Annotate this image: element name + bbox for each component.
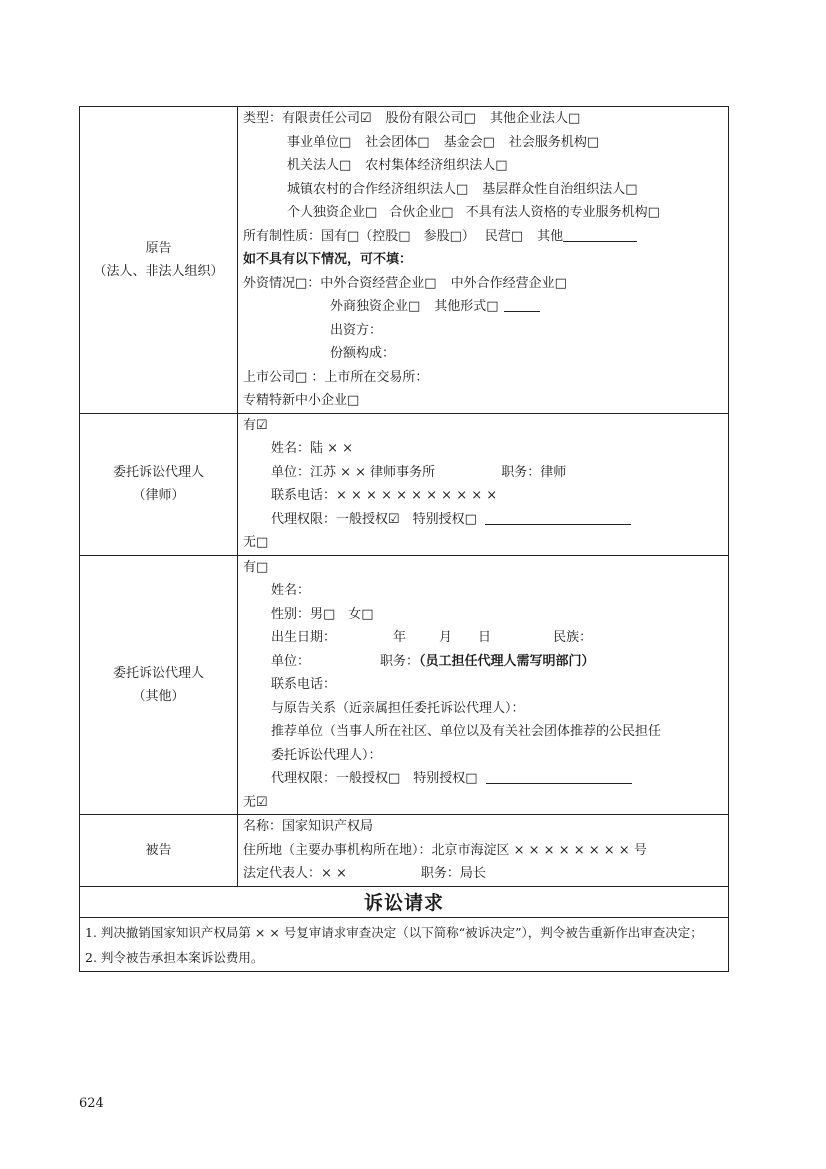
foreign-line-2 — [238, 295, 728, 319]
ownership-state-checkbox[interactable]: 国有□（控股□ 参股□） — [321, 228, 475, 244]
page-number: 624 — [79, 1096, 104, 1111]
agent-other-position-note: （员工担任代理人需写明部门） — [419, 653, 595, 669]
type-rural-collective-checkbox[interactable]: 农村集体经济组织法人□ — [365, 158, 508, 173]
agent-other-sublabel: （其他） — [132, 688, 185, 704]
type-other-corp-checkbox[interactable]: 其他企业法人□ — [489, 111, 581, 126]
agent-other-birth: 出生日期： — [271, 630, 337, 645]
type-public-inst-checkbox[interactable]: 事业单位□ — [287, 134, 352, 150]
foreign-investor: 出资方： — [330, 322, 383, 338]
type-line-1 — [238, 107, 728, 131]
agent-other-unit: 单位： — [271, 653, 311, 669]
agent-other-gender-checkbox[interactable]: 性别：男□ 女□ — [271, 606, 374, 622]
claims-content — [80, 917, 729, 971]
agent-lawyer-position: 职务：律师 — [501, 464, 567, 480]
claims-content-row — [80, 917, 729, 971]
agent-lawyer-has-checkbox[interactable]: 有☑ — [243, 417, 268, 433]
claims-heading: 诉讼请求 — [80, 886, 729, 917]
agent-other-ethnicity: 民族： — [553, 630, 593, 645]
agent-lawyer-authority-field[interactable] — [485, 510, 631, 525]
agent-other-authority-checkbox[interactable]: 代理权限：一般授权□ 特别授权□ — [271, 771, 478, 786]
agent-lawyer-phone: 联系电话：× × × × × × × × × × × — [271, 488, 498, 503]
defendant-content — [238, 815, 729, 887]
defendant-name: 名称：国家知识产权局 — [243, 819, 374, 834]
claim-item-2: 2. 判令被告承担本案诉讼费用。 — [85, 949, 264, 965]
agent-lawyer-sublabel: （律师） — [132, 488, 185, 503]
foreign-other-field[interactable] — [504, 297, 540, 312]
agent-lawyer-label: 委托诉讼代理人 — [112, 465, 204, 480]
defendant-rep: 法定代表人：× × — [243, 866, 347, 881]
defendant-row — [80, 815, 729, 887]
defendant-address: 住所地（主要办事机构所在地）：北京市海淀区 × × × × × × × × 号 — [243, 842, 647, 858]
type-coop-checkbox[interactable]: 城镇农村的合作经济组织法人□ — [287, 181, 469, 197]
agent-other-label-cell — [80, 555, 238, 815]
agent-other-recommend-2: 委托诉讼代理人）： — [271, 747, 382, 763]
agent-other-row — [80, 555, 729, 815]
agent-lawyer-authority-checkbox[interactable]: 代理权限：一般授权☑ 特别授权□ — [271, 511, 477, 527]
agent-other-year: 年 — [393, 630, 407, 645]
type-foundation-checkbox[interactable]: 基金会□ — [443, 134, 495, 150]
ownership-private-checkbox[interactable]: 民营□ — [484, 228, 524, 244]
defendant-position: 职务：局长 — [420, 866, 486, 881]
agent-other-unit-line — [238, 650, 728, 674]
agent-other-birth-line — [238, 626, 728, 650]
agent-lawyer-label-cell — [80, 413, 238, 555]
type-partnership-checkbox[interactable]: 合伙企业□ — [389, 205, 454, 220]
claims-heading-row — [80, 886, 729, 917]
ownership-line — [238, 225, 728, 249]
agent-other-label: 委托诉讼代理人 — [112, 665, 204, 681]
plaintiff-label: 原告 — [145, 240, 172, 256]
plaintiff-sublabel: （法人、非法人组织） — [93, 263, 224, 279]
agent-other-recommend-1: 推荐单位（当事人所在社区、单位以及有关社会团体推荐的公民担任 — [271, 724, 662, 739]
listed-company-checkbox[interactable]: 上市公司□ ：上市所在交易所： — [243, 369, 429, 385]
foreign-other-checkbox[interactable]: 其他形式□ — [434, 299, 499, 314]
type-sole-checkbox[interactable]: 个人独资企业□ — [287, 205, 378, 220]
agent-lawyer-unit-line — [238, 461, 728, 485]
complaint-form-table — [79, 106, 729, 972]
ownership-other-field[interactable] — [563, 227, 637, 242]
agent-lawyer-none-checkbox[interactable]: 无□ — [243, 535, 269, 550]
ownership-prefix: 所有制性质： — [243, 228, 322, 244]
agent-other-day: 日 — [478, 630, 492, 645]
plaintiff-content — [238, 107, 729, 414]
foreign-coop-checkbox[interactable]: 中外合作经营企业□ — [450, 275, 567, 291]
defendant-label: 被告 — [145, 842, 172, 858]
foreign-prefix-checkbox[interactable]: 外资情况□： — [243, 275, 321, 291]
sme-checkbox[interactable]: 专精特新中小企业□ — [243, 393, 360, 408]
type-line-2 — [238, 131, 728, 155]
type-grassroots-checkbox[interactable]: 基层群众性自治组织法人□ — [482, 181, 638, 197]
type-social-service-checkbox[interactable]: 社会服务机构□ — [508, 134, 600, 150]
agent-other-content — [238, 555, 729, 815]
agent-lawyer-name: 姓名：陆 × × — [271, 441, 354, 456]
ownership-other-label: 其他 — [537, 228, 564, 244]
plaintiff-row — [80, 107, 729, 414]
agent-other-position: 职务： — [380, 653, 420, 669]
agent-other-month: 月 — [439, 630, 453, 645]
type-organ-checkbox[interactable]: 机关法人□ — [287, 158, 352, 173]
agent-lawyer-authority-line — [238, 508, 728, 532]
type-prefix: 类型： — [243, 111, 283, 126]
foreign-share: 份额构成： — [330, 346, 396, 361]
type-social-group-checkbox[interactable]: 社会团体□ — [365, 134, 430, 150]
agent-other-relation: 与原告关系（近亲属担任委托诉讼代理人）： — [271, 700, 525, 716]
type-non-legal-checkbox[interactable]: 不具有法人资格的专业服务机构□ — [465, 205, 660, 220]
agent-other-authority-line — [238, 767, 728, 791]
defendant-rep-line — [238, 862, 728, 886]
agent-other-none-checkbox[interactable]: 无☑ — [243, 794, 268, 810]
agent-other-name: 姓名： — [271, 583, 311, 598]
type-line-4 — [238, 178, 728, 202]
defendant-label-cell — [80, 815, 238, 887]
type-line-5 — [238, 201, 728, 225]
foreign-line-1 — [238, 272, 728, 296]
claim-item-1: 1. 判决撤销国家知识产权局第 × × 号复审请求审查决定（以下简称“被诉决定”），判令被告重新作出审查决定； — [85, 924, 703, 940]
agent-other-authority-field[interactable] — [486, 769, 632, 784]
type-line-3 — [238, 154, 728, 178]
agent-other-phone: 联系电话： — [271, 677, 337, 692]
agent-lawyer-unit: 单位：江苏 × × 律师事务所 — [271, 464, 436, 480]
type-llc-checkbox[interactable]: 有限责任公司☑ — [282, 111, 372, 126]
type-stock-checkbox[interactable]: 股份有限公司□ — [385, 111, 476, 126]
agent-lawyer-row — [80, 413, 729, 555]
agent-lawyer-content — [238, 413, 729, 555]
foreign-jv-checkbox[interactable]: 中外合资经营企业□ — [320, 275, 437, 291]
plaintiff-label-cell — [80, 107, 238, 414]
optional-note: 如不具有以下情况，可不填： — [243, 252, 413, 267]
agent-other-has-checkbox[interactable]: 有□ — [243, 559, 269, 575]
foreign-wfoe-checkbox[interactable]: 外商独资企业□ — [330, 299, 421, 314]
